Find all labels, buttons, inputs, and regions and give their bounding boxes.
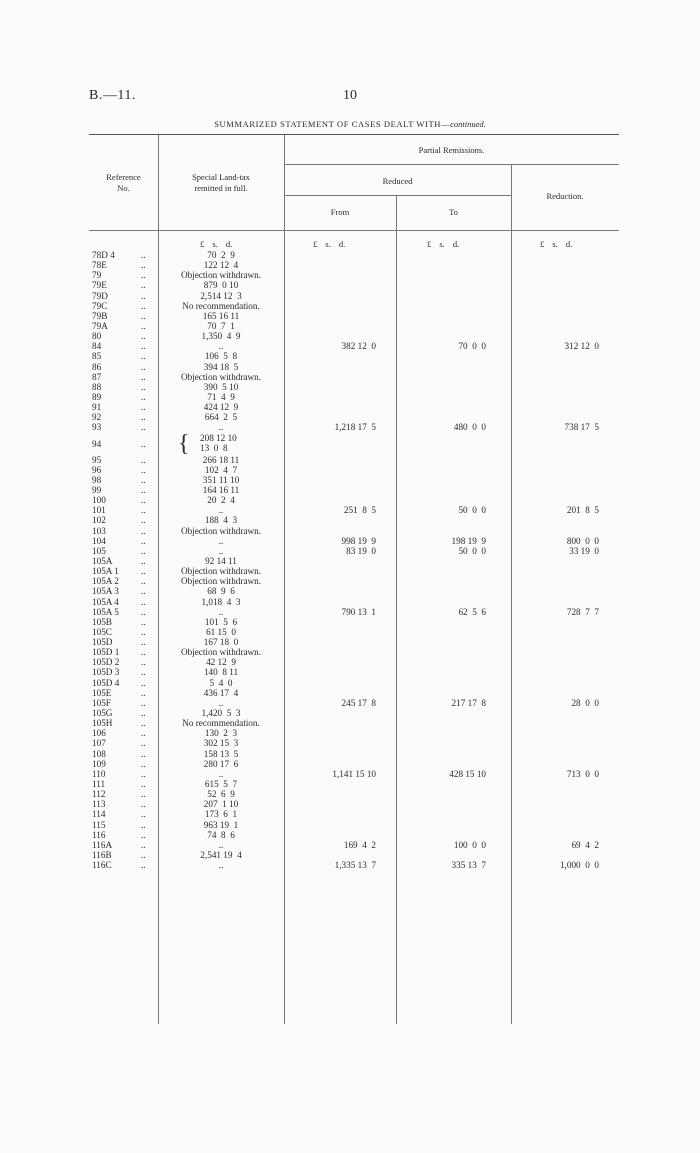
cell-reduced-to: 480 0 0 — [453, 422, 486, 433]
cell-special-remitted: .. — [218, 545, 224, 556]
cell-reduced-to: 335 13 7 — [451, 860, 486, 871]
cell-reference: 101 — [92, 505, 106, 516]
page-title — [0, 119, 700, 129]
table-row — [0, 657, 700, 667]
cell-leader-dots: .. — [141, 250, 146, 260]
cell-reference: 95 — [92, 454, 102, 465]
cell-reference: 80 — [92, 331, 102, 342]
table-row — [0, 465, 700, 475]
table-row — [0, 475, 700, 485]
cell-leader-dots: .. — [141, 260, 146, 271]
cell-leader-dots: .. — [141, 799, 146, 810]
table-row — [0, 759, 700, 769]
cell-special-remitted: 158 13 5 — [203, 748, 239, 759]
table-row — [0, 637, 700, 647]
cell-leader-dots: .. — [141, 667, 146, 678]
cell-reduced-from: 790 13 1 — [341, 606, 376, 617]
cell-reference: 93 — [92, 422, 102, 433]
table-row — [0, 840, 700, 850]
cell-leader-dots: .. — [141, 515, 146, 526]
cell-special-remitted: 424 12 9 — [203, 402, 239, 413]
table-row — [0, 617, 700, 627]
cell-special-remitted: Objection withdrawn. — [180, 576, 262, 587]
cell-reduced-to: 62 5 6 — [458, 606, 486, 617]
table-row — [0, 789, 700, 799]
cell-reference: 105 — [92, 545, 106, 556]
cell-special-remitted: .. — [218, 860, 224, 871]
cell-special-remitted: 1,420 5 3 — [201, 708, 241, 719]
cell-special-remitted: Objection withdrawn. — [180, 647, 262, 658]
cell-reference: 105D 1 — [92, 647, 120, 658]
cell-reduction: 312 12 0 — [564, 341, 599, 352]
cell-leader-dots: .. — [141, 438, 146, 449]
cell-leader-dots: .. — [141, 412, 146, 423]
cell-reduction: 1,000 0 0 — [559, 860, 599, 871]
cell-leader-dots: .. — [141, 474, 146, 485]
cell-reduction: 738 17 5 — [564, 422, 599, 433]
table-row — [0, 678, 700, 688]
cell-reference: 79D — [92, 290, 108, 301]
cell-leader-dots: .. — [141, 809, 146, 820]
table-row — [0, 382, 700, 392]
cell-reference: 87 — [92, 371, 102, 382]
table-row — [0, 280, 700, 290]
units-to: £ s. d. — [427, 239, 460, 249]
cell-reference: 79A — [92, 320, 108, 331]
page-header-section: B.—11. — [89, 88, 136, 103]
cell-reference: 79 — [92, 270, 102, 281]
cell-reduction: 800 0 0 — [566, 535, 599, 546]
cell-reference: 105A 1 — [92, 566, 119, 577]
cell-special-remitted: 164 16 11 — [202, 484, 240, 495]
cell-leader-dots: .. — [141, 637, 146, 648]
table-row — [0, 291, 700, 301]
table-row — [0, 362, 700, 372]
table-row — [0, 586, 700, 596]
cell-reference: 102 — [92, 515, 106, 526]
cell-leader-dots: .. — [141, 606, 146, 617]
cell-special-remitted: Objection withdrawn. — [180, 566, 262, 577]
cell-reduced-from: 1,335 13 7 — [334, 860, 376, 871]
units-reduction: £ s. d. — [540, 239, 573, 249]
cell-leader-dots: .. — [141, 545, 146, 556]
cell-leader-dots: .. — [141, 576, 146, 587]
cell-leader-dots: .. — [141, 280, 146, 291]
cell-special-remitted: 68 9 6 — [207, 586, 235, 597]
cell-reference: 103 — [92, 525, 106, 536]
cell-reference: 105C — [92, 626, 112, 637]
cell-leader-dots: .. — [141, 331, 146, 342]
table-row — [0, 505, 700, 515]
header-from: From — [330, 207, 350, 217]
table-row — [0, 301, 700, 311]
cell-reference: 113 — [92, 799, 106, 810]
table-row — [0, 430, 700, 457]
units-special: £ s. d. — [200, 239, 233, 249]
cell-leader-dots: .. — [141, 850, 146, 861]
cell-special-remitted: 165 16 11 — [202, 310, 240, 321]
table-row — [0, 485, 700, 495]
cell-special-remitted: 390 5 10 — [203, 381, 239, 392]
table-row — [0, 667, 700, 677]
cell-special-remitted: No recommendation. — [182, 300, 260, 311]
cell-reference: 78D 4 — [92, 250, 115, 260]
header-reference: Reference No. — [106, 172, 141, 193]
cell-reference: 105D 2 — [92, 657, 120, 668]
cell-special-remitted: 130 2 3 — [204, 728, 238, 739]
cell-special-remitted: .. — [218, 422, 224, 433]
cell-leader-dots: .. — [141, 687, 146, 698]
table-row — [0, 412, 700, 422]
table-row — [0, 688, 700, 698]
table-row — [0, 566, 700, 576]
cell-reference: 89 — [92, 391, 102, 402]
cell-reference: 115 — [92, 819, 106, 830]
table-row — [0, 536, 700, 546]
cell-reference: 105D — [92, 637, 113, 648]
cell-leader-dots: .. — [141, 647, 146, 658]
header-to: To — [449, 207, 458, 217]
cell-leader-dots: .. — [141, 657, 146, 668]
cell-leader-dots: .. — [141, 270, 146, 281]
cell-leader-dots: .. — [141, 768, 146, 779]
cell-leader-dots: .. — [141, 697, 146, 708]
table-row — [0, 749, 700, 759]
cell-reduced-from: 998 19 9 — [341, 535, 376, 546]
header-special: Special Land-tax remitted in full. — [192, 172, 250, 193]
table-row — [0, 311, 700, 321]
cell-reference: 79E — [92, 280, 107, 291]
cell-leader-dots: .. — [141, 495, 146, 506]
cell-special-remitted: Objection withdrawn. — [180, 525, 262, 536]
cell-reduced-from: 1,218 17 5 — [334, 422, 376, 433]
table-row — [0, 576, 700, 586]
header-partial: Partial Remissions. — [418, 145, 485, 155]
cell-reduction: 28 0 0 — [571, 697, 599, 708]
cell-reference: 112 — [92, 789, 106, 800]
cell-reference: 105A 4 — [92, 596, 119, 607]
table-row — [0, 351, 700, 361]
cell-reference: 105D 3 — [92, 667, 120, 678]
cell-special-remitted: 664 2 5 — [204, 412, 238, 423]
table-row — [0, 779, 700, 789]
cell-reduced-from: 251 8 5 — [343, 505, 376, 516]
cell-special-remitted: 963 19 1 — [203, 819, 239, 830]
cell-special-remitted: 167 18 0 — [203, 637, 239, 648]
table-row — [0, 627, 700, 637]
cell-leader-dots: .. — [141, 505, 146, 516]
cell-leader-dots: .. — [141, 728, 146, 739]
cell-leader-dots: .. — [141, 586, 146, 597]
cell-special-remitted: .. — [218, 768, 224, 779]
cell-reduced-from: 1,141 15 10 — [332, 768, 376, 779]
cell-leader-dots: .. — [141, 310, 146, 321]
cell-special-remitted: 20 2 4 — [207, 495, 235, 506]
table-row — [0, 607, 700, 617]
table-top-rule — [89, 134, 619, 135]
cell-reduction: 728 7 7 — [566, 606, 599, 617]
table-row — [0, 372, 700, 382]
cell-special-remitted: 280 17 6 — [203, 758, 239, 769]
cell-leader-dots: .. — [141, 381, 146, 392]
cell-special-remitted: Objection withdrawn. — [180, 270, 262, 281]
cell-reference: 111 — [92, 779, 106, 790]
cell-leader-dots: .. — [141, 525, 146, 536]
table-row — [0, 331, 700, 341]
cell-reference: 105A 3 — [92, 586, 119, 597]
cell-special-remitted: .. — [218, 505, 224, 516]
cell-reduced-to: 198 19 9 — [451, 535, 486, 546]
cell-special-remitted: 266 18 11 — [202, 454, 240, 465]
cell-leader-dots: .. — [141, 300, 146, 311]
cell-reference: 92 — [92, 412, 102, 423]
table-row — [0, 495, 700, 505]
cell-leader-dots: .. — [141, 708, 146, 719]
cell-reference: 105H — [92, 718, 113, 729]
cell-special-remitted: 173 6 1 — [204, 809, 238, 820]
table-row — [0, 546, 700, 556]
cell-leader-dots: .. — [141, 718, 146, 729]
cell-reference: 88 — [92, 381, 102, 392]
cell-special-remitted: 122 12 4 — [203, 260, 239, 271]
header-bottom-rule — [89, 230, 619, 231]
table-row — [0, 250, 700, 260]
cell-reference: 116A — [92, 839, 113, 850]
cell-reference: 116B — [92, 850, 112, 861]
cell-reference: 109 — [92, 758, 106, 769]
cell-special-remitted: 92 14 11 — [205, 555, 237, 566]
table-row — [0, 455, 700, 465]
cell-special-remitted: 70 7 1 — [207, 320, 235, 331]
header-reduction: Reduction. — [546, 191, 584, 201]
cell-leader-dots: .. — [141, 829, 146, 840]
cell-leader-dots: .. — [141, 819, 146, 830]
cell-special-remitted: .. — [218, 341, 224, 352]
cell-reduced-from: 83 19 0 — [346, 545, 376, 556]
cell-reference: 105F — [92, 697, 111, 708]
cell-leader-dots: .. — [141, 860, 146, 871]
table-row — [0, 698, 700, 708]
cell-leader-dots: .. — [141, 596, 146, 607]
cell-leader-dots: .. — [141, 341, 146, 352]
cell-reference: 105A 2 — [92, 576, 119, 587]
cell-special-remitted: .. — [218, 606, 224, 617]
split-amount: 208 12 10 — [200, 432, 237, 443]
cell-reference: 104 — [92, 535, 106, 546]
table-row — [0, 647, 700, 657]
cell-leader-dots: .. — [141, 535, 146, 546]
cell-special-remitted: 106 5 8 — [204, 351, 238, 362]
table-row — [0, 708, 700, 718]
cell-special-remitted: 2,541 19 4 — [200, 850, 242, 861]
cell-reduced-from: 169 4 2 — [343, 839, 376, 850]
table-row — [0, 738, 700, 748]
cell-special-remitted: 2,514 12 3 — [200, 290, 242, 301]
cell-reduction: 201 8 5 — [566, 505, 599, 516]
cell-special-remitted: 436 17 4 — [203, 687, 239, 698]
split-amount: 13 0 8 — [200, 443, 228, 454]
cell-leader-dots: .. — [141, 555, 146, 566]
cell-reduced-to: 50 0 0 — [458, 545, 486, 556]
cell-reduced-to: 70 0 0 — [458, 341, 486, 352]
table-row — [0, 809, 700, 819]
cell-special-remitted: 188 4 3 — [204, 515, 238, 526]
cell-special-remitted: 1,018 4 3 — [201, 596, 241, 607]
cell-special-remitted: 140 8 11 — [203, 667, 239, 678]
table-row — [0, 515, 700, 525]
cell-leader-dots: .. — [141, 391, 146, 402]
cell-leader-dots: .. — [141, 566, 146, 577]
cell-leader-dots: .. — [141, 290, 146, 301]
table-row — [0, 597, 700, 607]
rule-under-partial — [284, 164, 619, 165]
cell-leader-dots: .. — [141, 779, 146, 790]
cell-leader-dots: .. — [141, 616, 146, 627]
table-row — [0, 799, 700, 809]
cell-special-remitted: 61 15 0 — [206, 626, 236, 637]
cell-special-remitted: 879 0 10 — [203, 280, 239, 291]
cell-reference: 100 — [92, 495, 106, 506]
table-row — [0, 341, 700, 351]
table-row — [0, 830, 700, 840]
cell-reference: 106 — [92, 728, 106, 739]
table-body — [0, 250, 700, 870]
table-row — [0, 260, 700, 270]
cell-reduced-to: 217 17 8 — [451, 697, 486, 708]
cell-reduced-to: 428 15 10 — [449, 768, 486, 779]
cell-reduction: 69 4 2 — [571, 839, 599, 850]
table-row — [0, 402, 700, 412]
cell-leader-dots: .. — [141, 464, 146, 475]
cell-special-remitted: 42 12 9 — [206, 657, 236, 668]
cell-reduced-to: 50 0 0 — [458, 505, 486, 516]
brace-glyph: { — [178, 430, 190, 457]
cell-leader-dots: .. — [141, 351, 146, 362]
cell-reference: 79C — [92, 300, 108, 311]
cell-leader-dots: .. — [141, 371, 146, 382]
cell-reference: 91 — [92, 402, 102, 413]
cell-special-remitted: 394 18 5 — [203, 361, 239, 372]
cell-reference: 110 — [92, 768, 106, 779]
cell-leader-dots: .. — [141, 320, 146, 331]
cell-leader-dots: .. — [141, 454, 146, 465]
cell-reference: 94 — [92, 438, 102, 449]
cell-reference: 98 — [92, 474, 102, 485]
cell-reduced-from: 382 12 0 — [341, 341, 376, 352]
split-amounts — [200, 433, 284, 454]
cell-special-remitted: .. — [218, 697, 224, 708]
cell-special-remitted: 74 8 6 — [207, 829, 235, 840]
cell-reference: 78E — [92, 260, 107, 271]
header-reduced: Reduced — [382, 176, 413, 186]
cell-reduction: 33 19 0 — [569, 545, 599, 556]
page-number: 10 — [343, 88, 357, 103]
table-row — [0, 850, 700, 860]
cell-special-remitted: 5 4 0 — [209, 677, 233, 688]
cell-special-remitted: 615 5 7 — [204, 779, 238, 790]
title-suffix: continued. — [450, 119, 486, 129]
cell-special-remitted: 1,350 4 9 — [201, 331, 241, 342]
cell-reduced-from: 245 17 8 — [341, 697, 376, 708]
cell-leader-dots: .. — [141, 402, 146, 413]
cell-reference: 105A — [92, 555, 113, 566]
cell-leader-dots: .. — [141, 789, 146, 800]
cell-special-remitted: 102 4 7 — [204, 464, 238, 475]
cell-reference: 105D 4 — [92, 677, 120, 688]
cell-leader-dots: .. — [141, 738, 146, 749]
table-row — [0, 422, 700, 432]
cell-reference: 105B — [92, 616, 112, 627]
table-row — [0, 321, 700, 331]
table-row — [0, 820, 700, 830]
table-row — [0, 728, 700, 738]
cell-leader-dots: .. — [141, 626, 146, 637]
cell-reference: 84 — [92, 341, 102, 352]
cell-special-remitted: 101 5 6 — [204, 616, 238, 627]
cell-special-remitted: .. — [218, 535, 224, 546]
cell-special-remitted: .. — [218, 839, 224, 850]
cell-leader-dots: .. — [141, 839, 146, 850]
cell-special-remitted: 71 4 9 — [207, 391, 235, 402]
cell-reference: 96 — [92, 464, 102, 475]
cell-special-remitted: 302 15 3 — [203, 738, 239, 749]
cell-reference: 108 — [92, 748, 106, 759]
table-row — [0, 392, 700, 402]
table-row — [0, 769, 700, 779]
cell-reference: 105E — [92, 687, 112, 698]
cell-leader-dots: .. — [141, 422, 146, 433]
cell-leader-dots: .. — [141, 748, 146, 759]
cell-special-remitted: 52 6 9 — [207, 789, 235, 800]
cell-reduction: 713 0 0 — [566, 768, 599, 779]
cell-reference: 79B — [92, 310, 108, 321]
cell-special-remitted: Objection withdrawn. — [180, 371, 262, 382]
table-row — [0, 556, 700, 566]
cell-special-remitted: 351 11 10 — [202, 474, 240, 485]
cell-special-remitted: No recommendation. — [182, 718, 260, 729]
cell-reduced-to: 100 0 0 — [453, 839, 486, 850]
cell-reference: 105A 5 — [92, 606, 119, 617]
title-main: SUMMARIZED STATEMENT OF CASES DEALT WITH— — [214, 119, 451, 129]
cell-reference: 107 — [92, 738, 106, 749]
cell-special-remitted: 70 2 9 — [207, 250, 235, 260]
table-row — [0, 526, 700, 536]
cell-reference: 85 — [92, 351, 102, 362]
table-row — [0, 270, 700, 280]
cell-reference: 116C — [92, 860, 112, 871]
cell-reference: 116 — [92, 829, 106, 840]
cell-leader-dots: .. — [141, 677, 146, 688]
table-row — [0, 718, 700, 728]
cell-leader-dots: .. — [141, 361, 146, 372]
cell-leader-dots: .. — [141, 484, 146, 495]
cell-reference: 99 — [92, 484, 102, 495]
cell-reference: 114 — [92, 809, 106, 820]
cell-reference: 105G — [92, 708, 113, 719]
cell-special-remitted: 207 1 10 — [203, 799, 239, 810]
table-row — [0, 860, 700, 870]
rule-under-reduced — [284, 195, 511, 196]
cell-leader-dots: .. — [141, 758, 146, 769]
cell-reference: 86 — [92, 361, 102, 372]
units-from: £ s. d. — [313, 239, 346, 249]
